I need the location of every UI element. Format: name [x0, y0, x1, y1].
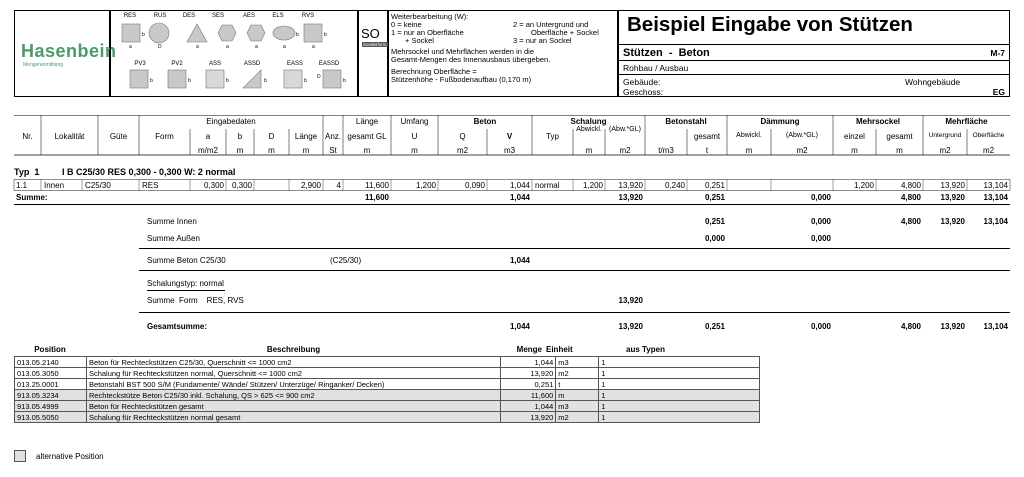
logo-box: [14, 10, 117, 97]
unit-abw2: m: [745, 146, 753, 155]
title-divider-2: [619, 60, 1009, 61]
col-typ: Typ: [546, 132, 559, 141]
rus-shape-icon: [149, 23, 169, 43]
pos-col-menge: Menge: [516, 345, 542, 354]
col-einzel: einzel: [844, 132, 865, 141]
info-w2b: Oberfläche + Sockel: [531, 28, 599, 37]
summe-innen-ms: 4,800: [900, 217, 921, 226]
svg-text:D: D: [158, 44, 162, 50]
menge-cell: 1,044: [501, 357, 556, 368]
gesamt-mf-o: 13,104: [983, 322, 1008, 331]
summe-innen-t: 0,251: [704, 217, 725, 226]
so-label: SO: [361, 26, 380, 41]
svg-text:b: b: [343, 78, 346, 84]
unit-abwgl: m2: [619, 146, 631, 155]
pos-col-position: Position: [34, 345, 66, 354]
summe-innen-daemm: 0,000: [810, 217, 831, 226]
description-cell: Beton für Rechteckstützen gesamt: [86, 401, 500, 412]
shape-label-ass: ASS: [208, 61, 221, 67]
svg-text:D: D: [317, 74, 321, 80]
info-ber2: Stützenhöhe - Fußbodenaufbau (0,170 m): [391, 75, 532, 84]
einheit-cell: m2: [556, 412, 599, 423]
unit-a: m/m2: [198, 146, 218, 155]
info-mehr1: Mehrsockel und Mehrflächen werden in die: [391, 47, 534, 56]
col-q: Q: [459, 132, 466, 141]
svg-text:b: b: [188, 78, 191, 84]
col-anz: Anz.: [324, 132, 341, 141]
einheit-cell: m: [556, 390, 599, 401]
position-cell: 913.05.4999: [15, 401, 87, 412]
row-q: 0,090: [464, 181, 485, 190]
einheit-cell: m3: [556, 401, 599, 412]
so-sub: Sonderform: [363, 42, 387, 47]
unit-v: m3: [503, 146, 516, 155]
svg-text:b: b: [324, 32, 327, 38]
position-cell: 013.25.0001: [15, 379, 87, 390]
unit-abw: m: [585, 146, 593, 155]
logo-tagline: Mengenermittlung: [23, 62, 64, 68]
typ-cell: 1: [599, 368, 760, 379]
row-ms-einzel: 1,200: [853, 181, 874, 190]
pv2-shape-icon: [168, 70, 186, 88]
des-shape-icon: [187, 24, 207, 42]
col-schalung: Schalung: [570, 117, 607, 126]
shape-label-pv3: PV3: [134, 61, 146, 67]
col-mehrsockel: Mehrsockel: [855, 117, 901, 126]
svg-text:b: b: [142, 32, 145, 38]
svg-text:a: a: [129, 44, 132, 50]
unit-q: m2: [456, 146, 469, 155]
summe-aussen-daemm: 0,000: [810, 234, 831, 243]
title-divider-1: [619, 44, 1009, 45]
info-w1b: + Sockel: [405, 36, 434, 45]
unit-d: m: [268, 146, 275, 155]
rvs-shape-icon: [304, 24, 322, 42]
menge-cell: 13,920: [501, 412, 556, 423]
unit-abwgl2: m2: [796, 146, 808, 155]
shape-label-aes: AES: [242, 13, 255, 19]
typ-cell: 1: [599, 390, 760, 401]
summe-innen-mf-u: 13,920: [940, 217, 965, 226]
summe-innen-label: Summe Innen: [147, 217, 197, 226]
col-beton: Beton: [473, 117, 497, 126]
position-row: [15, 379, 760, 390]
description-cell: Schalung für Rechteckstützen normal, Querschnitt <= 1000 cm2: [86, 368, 500, 379]
unit-mf-u: m2: [939, 146, 951, 155]
floor-label: Geschoss:: [623, 87, 664, 97]
gesamt-ms: 4,800: [900, 322, 921, 331]
svg-text:b: b: [296, 32, 299, 38]
unit-t: t: [705, 146, 709, 155]
res-shape-icon: [122, 24, 140, 42]
row-typ: normal: [535, 181, 560, 190]
col-guete: Güte: [109, 132, 128, 141]
svg-text:a: a: [255, 44, 258, 50]
shape-label-res: RES: [123, 13, 137, 19]
floor-value: EG: [992, 87, 1005, 97]
info-box: [388, 10, 618, 97]
title-subject: Stützen - Beton: [623, 47, 710, 59]
description-cell: Rechteckstütze Beton C25/30 inkl. Schalung, QS > 625 <= 900 cm2: [86, 390, 500, 401]
gesamt-mf-u: 13,920: [940, 322, 965, 331]
summary-divider-1: [139, 248, 1010, 249]
shape-label-rvs: RVS: [301, 13, 315, 19]
shape-label-els: ELS: [272, 13, 284, 19]
summe-form-abwgl: 13,920: [618, 296, 643, 305]
title-divider-3: [619, 74, 1009, 75]
einheit-cell: t: [556, 379, 599, 390]
pv3-shape-icon: [130, 70, 148, 88]
pos-col-typen: aus Typen: [626, 345, 665, 354]
col-eingabedaten: Eingabedaten: [206, 117, 256, 126]
row-a: 0,300: [203, 181, 224, 190]
pos-col-beschreibung: Beschreibung: [266, 345, 321, 354]
ses-shape-icon: [218, 25, 236, 41]
col-b: b: [237, 132, 243, 141]
pos-col-einheit: Einheit: [546, 345, 573, 354]
building-value: Wohngebäude: [905, 77, 961, 87]
svg-text:b: b: [304, 78, 307, 84]
menge-cell: 13,920: [501, 368, 556, 379]
svg-text:a: a: [196, 44, 199, 50]
unit-laenge: m: [302, 146, 310, 155]
aes-shape-icon: [247, 25, 265, 41]
shape-label-rus: RUS: [153, 13, 167, 19]
einheit-cell: m3: [556, 357, 599, 368]
svg-text:a: a: [226, 44, 229, 50]
row-lok: Innen: [44, 181, 65, 190]
title-code: M-7: [990, 48, 1005, 58]
shape-icons-row2: [118, 68, 358, 96]
col-laenge: Länge: [355, 117, 379, 126]
type-label: Typ 1: [14, 167, 40, 177]
summe-gl: 11,600: [364, 193, 389, 202]
row-guete: C25/30: [85, 181, 111, 190]
gesamt-abwgl: 13,920: [618, 322, 643, 331]
summe-innen-mf-o: 13,104: [983, 217, 1008, 226]
info-mehr2: Gesamt-Mengen des Innenausbaus übergeben.: [391, 55, 551, 64]
shape-label-des: DES: [182, 13, 196, 19]
unit-einzel: m: [851, 146, 858, 155]
legend-label: alternative Position: [36, 452, 104, 461]
unit-anz: St: [329, 146, 337, 155]
col-gesamt-gl: gesamt GL: [347, 132, 387, 141]
unit-u: m: [411, 146, 418, 155]
shape-label-ses: SES: [211, 13, 224, 19]
svg-text:a: a: [283, 44, 286, 50]
col-abwgl2: (Abw.*GL): [786, 132, 818, 139]
col-gesamt-stahl: gesamt: [693, 132, 721, 141]
position-row: [15, 357, 760, 368]
so-box: [358, 10, 388, 97]
typ-cell: 1: [599, 401, 760, 412]
shape-icons-row1: [118, 20, 328, 50]
row-form: RES: [142, 181, 159, 190]
info-w1: 1 = nur an Oberfläche: [391, 28, 464, 37]
row-gl: 11,600: [365, 181, 389, 190]
col-mehrflaeche: Mehrfläche: [945, 117, 988, 126]
col-oberflaeche: Oberfläche: [972, 132, 1005, 139]
col-nr: Nr.: [22, 132, 33, 141]
title-category: Rohbau / Ausbau: [623, 63, 689, 73]
menge-cell: 0,251: [501, 379, 556, 390]
col-abwickl2: Abwickl.: [736, 132, 762, 139]
einheit-cell: m2: [556, 368, 599, 379]
position-cell: 013.05.3050: [15, 368, 87, 379]
gesamt-t: 0,251: [704, 322, 725, 331]
row-v: 1,044: [509, 181, 530, 190]
row-laenge: 2,900: [300, 181, 321, 190]
schalungstyp-underline: [147, 290, 225, 291]
row-abwgl: 13,920: [618, 181, 643, 190]
row-ms-gesamt: 4,800: [900, 181, 921, 190]
position-row: [15, 368, 760, 379]
unit-gesamt-ms: m: [896, 146, 903, 155]
svg-text:b: b: [226, 78, 229, 84]
col-form: Form: [155, 132, 174, 141]
position-row: [15, 390, 760, 401]
col-abwickl: Abwickl.: [576, 126, 602, 133]
col-u: U: [411, 132, 418, 141]
row-mf-u: 13,920: [940, 181, 965, 190]
summe-aussen-label: Summe Außen: [147, 234, 200, 243]
legend-swatch: [14, 450, 26, 462]
type-desc: I B C25/30 RES 0,300 - 0,300 W: 2 normal: [62, 167, 236, 177]
row-mf-o: 13,104: [983, 181, 1008, 190]
col-laenge-single: Länge: [294, 132, 318, 141]
summe-v: 1,044: [509, 193, 530, 202]
els-shape-icon: [273, 26, 295, 40]
row-abw: 1,200: [582, 181, 603, 190]
col-gesamt-ms: gesamt: [886, 132, 913, 141]
info-w2: 2 = an Untergrund und: [513, 20, 589, 29]
col-lokalitaet: Lokalität: [54, 132, 85, 141]
unit-b: m: [236, 146, 244, 155]
row-tm3: 0,240: [664, 181, 685, 190]
unit-tm3: t/m3: [658, 146, 674, 155]
ass-shape-icon: [206, 70, 224, 88]
svg-text:b: b: [150, 78, 153, 84]
summe-mf-u: 13,920: [940, 193, 965, 202]
position-cell: 913.05.5050: [15, 412, 87, 423]
summary-divider-2: [139, 270, 1010, 271]
row-nr: 1.1: [16, 181, 28, 190]
summe-form-label: Summe Form RES, RVS: [147, 296, 244, 305]
position-row: [15, 401, 760, 412]
typ-cell: 1: [599, 412, 760, 423]
positions-table: [14, 356, 760, 423]
gesamtsumme-label: Gesamtsumme:: [147, 322, 208, 331]
svg-text:a: a: [312, 44, 315, 50]
shape-label-eassd: EASSD: [318, 61, 340, 67]
summe-mf-o: 13,104: [983, 193, 1008, 202]
summe-beton-label: Summe Beton C25/30: [147, 256, 226, 265]
summe-beton-v: 1,044: [509, 256, 530, 265]
row-b: 0,300: [231, 181, 252, 190]
gesamt-daemm: 0,000: [810, 322, 831, 331]
summe-ms: 4,800: [900, 193, 921, 202]
building-label: Gebäude:: [623, 77, 661, 87]
position-cell: 913.05.3234: [15, 390, 87, 401]
row-anz: 4: [336, 181, 341, 190]
menge-cell: 11,600: [501, 390, 556, 401]
col-untergrund: Untergrund: [928, 132, 962, 139]
typ-cell: 1: [599, 379, 760, 390]
col-a: a: [205, 132, 211, 141]
shape-label-pv2: PV2: [171, 61, 183, 67]
summe-aussen-t: 0,000: [704, 234, 725, 243]
unit-mf-o: m2: [982, 146, 995, 155]
info-weiter-title: Weiterbearbeitung (W):: [391, 12, 469, 21]
col-betonstahl: Betonstahl: [665, 117, 707, 126]
description-cell: Betonstahl BST 500 S/M (Fundamente/ Wände/ Stützen/ Unterzüge/ Ringanker/ Decken): [86, 379, 500, 390]
col-umfang: Umfang: [400, 117, 429, 126]
summe-underline: [14, 204, 1010, 205]
summary-divider-3: [139, 312, 1010, 313]
description-cell: Beton für Rechteckstützen C25/30, Querschnitt <= 1000 cm2: [86, 357, 500, 368]
menge-cell: 1,044: [501, 401, 556, 412]
col-abwgl: (Abw.*GL): [609, 126, 641, 133]
row-u: 1,200: [415, 181, 436, 190]
position-cell: 013.05.2140: [15, 357, 87, 368]
logo: Hasenbein: [21, 41, 117, 61]
typ-cell: 1: [599, 357, 760, 368]
info-w0: 0 = keine: [391, 20, 422, 29]
gesamt-v: 1,044: [509, 322, 530, 331]
schalungstyp-label: Schalungstyp: normal: [147, 279, 224, 288]
col-daemmung: Dämmung: [760, 117, 800, 126]
description-cell: Schalung für Rechteckstützen normal gesamt: [86, 412, 500, 423]
position-row: [15, 412, 760, 423]
eassd-shape-icon: [323, 70, 341, 88]
summe-t: 0,251: [704, 193, 725, 202]
assd-shape-icon: [243, 70, 261, 88]
svg-text:b: b: [264, 78, 267, 84]
summe-daemm: 0,000: [810, 193, 831, 202]
col-d: D: [268, 132, 275, 141]
page-title: Beispiel Eingabe von Stützen: [627, 13, 913, 36]
title-box: [618, 10, 1010, 97]
summe-label: Summe:: [16, 193, 48, 202]
row-t: 0,251: [704, 181, 725, 190]
info-ber1: Berechnung Oberfläche =: [391, 67, 477, 76]
unit-gl: m: [363, 146, 371, 155]
shape-label-assd: ASSD: [243, 61, 261, 67]
summe-beton-paren: (C25/30): [330, 256, 362, 265]
shape-label-eass: EASS: [286, 61, 303, 67]
info-w3: 3 = nur an Sockel: [513, 36, 572, 45]
eass-shape-icon: [284, 70, 302, 88]
col-v: V: [506, 132, 513, 141]
summe-abwgl: 13,920: [618, 193, 643, 202]
